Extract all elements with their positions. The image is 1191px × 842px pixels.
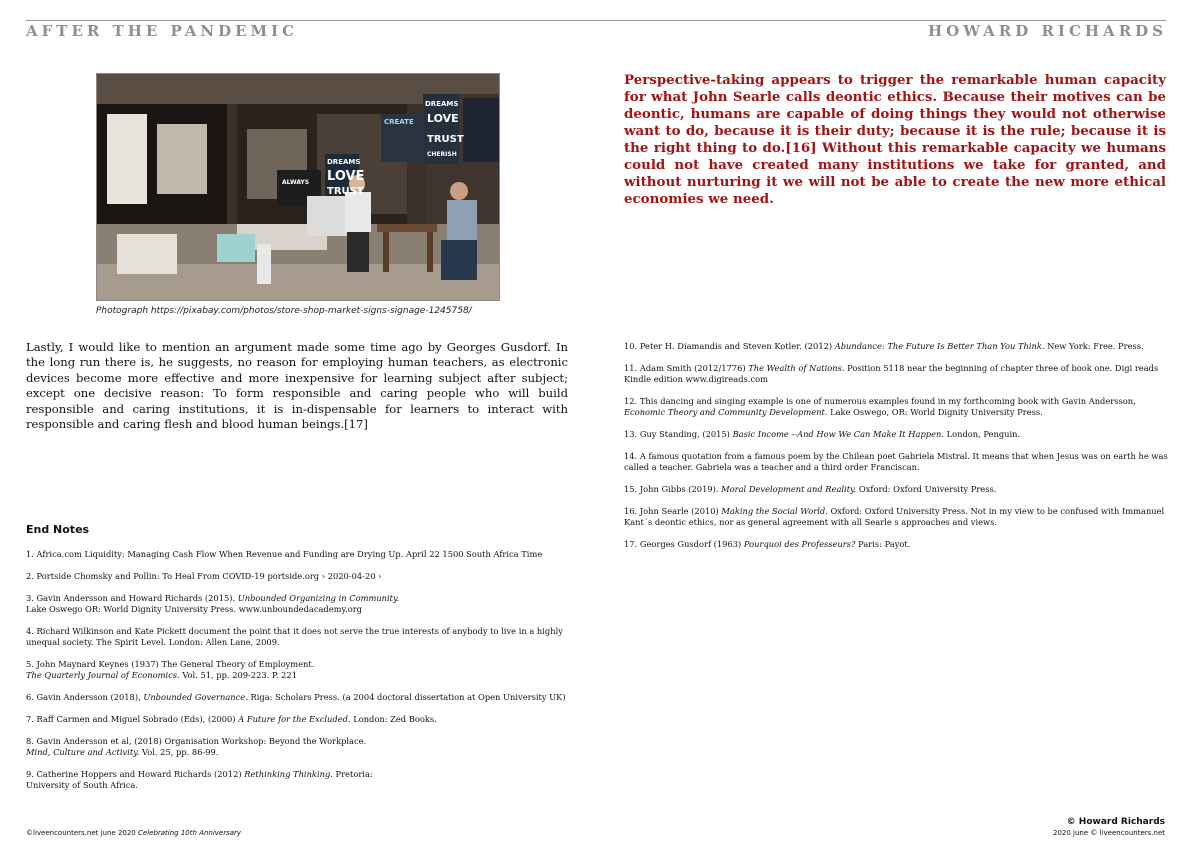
- sign-dreams-1: DREAMS: [327, 158, 361, 166]
- sign-love-1: LOVE: [327, 169, 365, 184]
- copyright-author: © Howard Richards: [1066, 817, 1165, 827]
- endnote-item: 16. John Searle (2010) Making the Social World. Oxford: Oxford University Press. Not in my view to be confused with Immanuel Kant´s deontic ethics, nor as general agreement with all Searle s approaches and views.: [624, 506, 1165, 527]
- endnote-item: 5. John Maynard Keynes (1937) The General Theory of Employment. The Quarterly Journal of Economics. Vol. 51, pp. 209-223. P. 221: [26, 659, 315, 680]
- sign-always: ALWAYS: [282, 179, 310, 186]
- endnote-item: 17. Georges Gusdorf (1963) Pourquoi des Professeurs? Paris: Payot.: [624, 539, 911, 549]
- endnote-item: 7. Raff Carmen and Miguel Sobrado (Eds), (2000) A Future for the Excluded. London: Zed Books.: [26, 714, 437, 724]
- endnotes-title: End Notes: [26, 523, 90, 536]
- endnote-item: 1. Africa.com Liquidity: Managing Cash Flow When Revenue and Funding are Drying Up. April 22 1500 South Africa Time: [26, 549, 543, 559]
- endnote-item: 12. This dancing and singing example is one of numerous examples found in my forthcoming book with Gavin Andersson, Economic Theory and Community Development. Lake Oswego, OR: World Dignity University Press.: [624, 396, 1136, 417]
- header-right-author: HOWARD RICHARDS: [928, 22, 1167, 40]
- endnote-item: 4. Richard Wilkinson and Kate Pickett document the point that it does not serve the true interests of anybody to live in a highly unequal society. The Spirit Level. London: Allen Lane, 2009.: [26, 626, 563, 647]
- store-photo: [96, 73, 500, 301]
- copyright-small: 2020 june © liveencounters.net: [1053, 829, 1165, 837]
- endnotes-right-column: [624, 341, 1169, 561]
- endnote-item: 14. A famous quotation from a famous poem by the Chilean poet Gabriela Mistral. It means that when Jesus was on earth he was called a teacher. Gabriela was a teacher and a third order Franciscan.: [624, 451, 1168, 472]
- photo-caption: Photograph https://pixabay.com/photos/store-shop-market-signs-signage-1245758/: [96, 306, 472, 316]
- sign-dreams-2: DREAMS: [425, 100, 459, 108]
- endnote-item: 10. Peter H. Diamandis and Steven Kotler. (2012) Abundance: The Future Is Better Than You Think. New York: Free. Press.: [624, 341, 1144, 351]
- endnote-item: 11. Adam Smith (2012/1776) The Wealth of Nations. Position 5118 near the beginning of chapter three of book one. Digi reads Kindle edition www.digireads.com: [624, 363, 1159, 384]
- footer-publication: ©liveencounters.net june 2020 Celebrating 10th Anniversary: [26, 829, 242, 837]
- sign-cherish: CHERISH: [427, 151, 457, 158]
- sign-love-2: LOVE: [427, 112, 459, 125]
- sign-trust-2: TRUST: [427, 134, 464, 145]
- endnote-item: 13. Guy Standing, (2015) Basic Income --And How We Can Make It Happen. London, Penguin.: [624, 429, 1021, 439]
- sign-trust-1: TRUST: [327, 186, 364, 197]
- endnote-item: 15. John Gibbs (2019). Moral Development and Reality. Oxford: Oxford University Press.: [624, 484, 997, 494]
- body-paragraph: Lastly, I would like to mention an argument made some time ago by Georges Gusdorf. In the long run there is, he suggests, no reason for employing human teachers, as electronic devices become more effective and more inexpensive for learning subject after subject; except one decisive reason: To form responsible and caring people who will build responsible and caring institutions, it is in-dispensable for learners to interact with responsible and caring flesh and blood human beings.[17]: [26, 340, 568, 432]
- endnote-item: 8. Gavin Andersson et al, (2018) Organisation Workshop: Beyond the Workplace. Mind, Culture and Activity. Vol. 25, pp. 86-99.: [26, 736, 367, 757]
- endnote-item: 3. Gavin Andersson and Howard Richards (2015). Unbounded Organizing in Community. Lake Oswego OR: World Dignity University Press. www.unboundedacademy.org: [26, 593, 400, 614]
- header-rule: [26, 20, 1166, 21]
- endnotes-left-column: [26, 549, 571, 802]
- pull-quote: Perspective-taking appears to trigger the remarkable human capacity for what John Searle calls deontic ethics. Because their motives can be deontic, humans are capable of doing things they would not otherwise want to do, because it is their duty; because it is the rule; because it is the right thing to do.[16] Without this remarkable capacity we humans could not have created many institutions we take for granted, and without nurturing it we will not be able to create the new more ethical economies we need.: [624, 72, 1166, 207]
- footer-copyright: [1053, 817, 1165, 837]
- sign-create: CREATE: [384, 118, 414, 126]
- header-left-title: AFTER THE PANDEMIC: [26, 22, 299, 40]
- endnote-item: 2. Portside Chomsky and Pollin: To Heal From COVID-19 portside.org › 2020-04-20 ›: [26, 571, 382, 581]
- endnote-item: 9. Catherine Hoppers and Howard Richards (2012) Rethinking Thinking. Pretoria: University of South Africa.: [26, 769, 373, 790]
- endnote-item: 6. Gavin Andersson (2018), Unbounded Governance. Riga: Scholars Press. (a 2004 doctoral dissertation at Open University UK): [26, 692, 566, 702]
